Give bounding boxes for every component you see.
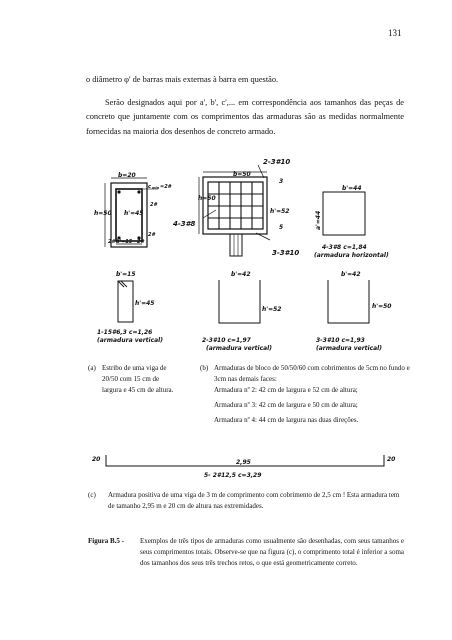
bar2-label: 2-3#10 c=1,97 xyxy=(202,337,251,344)
block-left-leader xyxy=(203,210,216,218)
plan-sub: (armadura horizontal) xyxy=(314,252,389,259)
block-h-label: h=50 xyxy=(198,195,216,202)
stirrup-sub: (armadura vertical) xyxy=(97,337,163,344)
long-bar-left-label: 20 xyxy=(92,456,101,463)
beam-b-prime-label: b'=15 xyxy=(116,239,133,245)
long-bar-length-label: 2,95 xyxy=(236,459,251,466)
caption-a-text: Estribo de uma viga de 20/50 com 15 cm de largura e 45 cm de altura. xyxy=(102,364,174,395)
stirrup-shape xyxy=(118,281,133,322)
stirrup-hook xyxy=(118,281,124,287)
beam-right-label: 2# xyxy=(148,232,155,238)
caption-c-text: Armadura positiva de uma viga de 3 m de comprimento com cobrimento de 2,5 cm ! Esta armadura tem de tamanho 2,95 m e 20 cm de altura nas extremidades. xyxy=(108,491,400,511)
caption-b-text: Armaduras de bloco de 50/50/60 com cobrimentos de 5cm no fundo e 3cm nas demais faces: xyxy=(214,364,410,384)
block-section xyxy=(199,165,270,256)
beam-cmin-sub: min xyxy=(152,186,160,190)
bar3-shape xyxy=(328,280,369,323)
stirrup-hook xyxy=(121,281,127,287)
block-pile xyxy=(230,234,242,256)
plan-square xyxy=(323,192,365,235)
beam-h-prime-label: h'=45 xyxy=(124,210,144,217)
caption-c-label: (c) xyxy=(88,491,96,499)
beam-b-label: b=20 xyxy=(118,172,136,179)
caption-b-line3: Armadura nº 3: 42 cm de largura e 50 cm de altura; xyxy=(214,401,358,409)
paragraph-1: o diâmetro φ' de barras mais externas à barra em questão. xyxy=(86,75,279,84)
figure-caption-text: Exemplos de três tipos de armaduras como usualmente são desenhadas, com seus tamanhos e seus comprimentos totais. Observe-se que na figura (c), o comprimento total é inferior a soma dos tamanhos dos seus três trechos retos, o que está geometricamente correto. xyxy=(140,537,404,568)
block-b-label: b=50 xyxy=(233,171,251,178)
beam-bottom-right-label: 2# xyxy=(137,239,144,245)
caption-b-label: (b) xyxy=(200,364,209,372)
plan-b-prime-label: b'=44 xyxy=(342,185,362,192)
bar2-sub: (armadura vertical) xyxy=(206,345,272,352)
figure-caption-label: Figura B.5 - xyxy=(88,537,124,545)
stirrup-h-prime-label: h'=45 xyxy=(135,300,155,307)
block-top-leader xyxy=(258,165,264,178)
plan-a-prime-label: a'=44 xyxy=(315,210,322,230)
long-bar-label: 5- 2#12,5 c=3,29 xyxy=(204,472,262,479)
stirrup-b-prime-label: b'=15 xyxy=(116,271,136,278)
beam-bottom-left-label: 2# xyxy=(108,239,115,245)
long-bar-right-label: 20 xyxy=(387,456,396,463)
beam-corner-bar xyxy=(117,190,120,193)
block-bottom-cover: 5 xyxy=(279,224,284,231)
bar3-b-prime-label: b'=42 xyxy=(341,271,361,278)
block-h-prime-label: h'=52 xyxy=(270,208,290,215)
block-top-label: 2-3#10 xyxy=(263,158,291,166)
beam-cmin-val: =2# xyxy=(160,184,172,190)
block-top-cover: 3 xyxy=(279,178,284,185)
bar3-label: 3-3#10 c=1,93 xyxy=(316,337,365,344)
plan-label: 4-3#8 c=1,84 xyxy=(322,244,367,251)
block-left-label: 4-3#8 xyxy=(173,220,196,228)
page-number: 131 xyxy=(388,28,402,38)
beam-corner-bar xyxy=(137,190,140,193)
beam-cmin-c: c xyxy=(148,184,151,190)
caption-b-line4: Armadura nº 4: 44 cm de largura nas duas direções. xyxy=(214,416,359,424)
bar2-b-prime-label: b'=42 xyxy=(231,271,251,278)
bar3-sub: (armadura vertical) xyxy=(316,345,382,352)
beam-h-label: h=50 xyxy=(94,210,112,217)
caption-a-label: (a) xyxy=(88,364,96,372)
stirrup-label: 1-15#6,3 c=1,26 xyxy=(97,329,153,336)
paragraph-2: Serão designados aqui por a', b', c',... em correspondência aos tamanhos das peças de concreto que juntamente com os comprimentos das armaduras são as medidas normalmente fornecidas na maioria dos desenhos de concreto armado. xyxy=(86,98,404,136)
beam-side-label: 2# xyxy=(150,202,157,208)
bar2-h-prime-label: h'=52 xyxy=(262,306,282,313)
bar2-shape xyxy=(219,280,260,323)
block-bottom-label: 3-3#10 xyxy=(272,249,300,257)
bar3-h-prime-label: h'=50 xyxy=(372,303,392,310)
caption-b-line2: Armadura nº 2: 42 cm de largura e 52 cm de altura; xyxy=(214,386,358,394)
